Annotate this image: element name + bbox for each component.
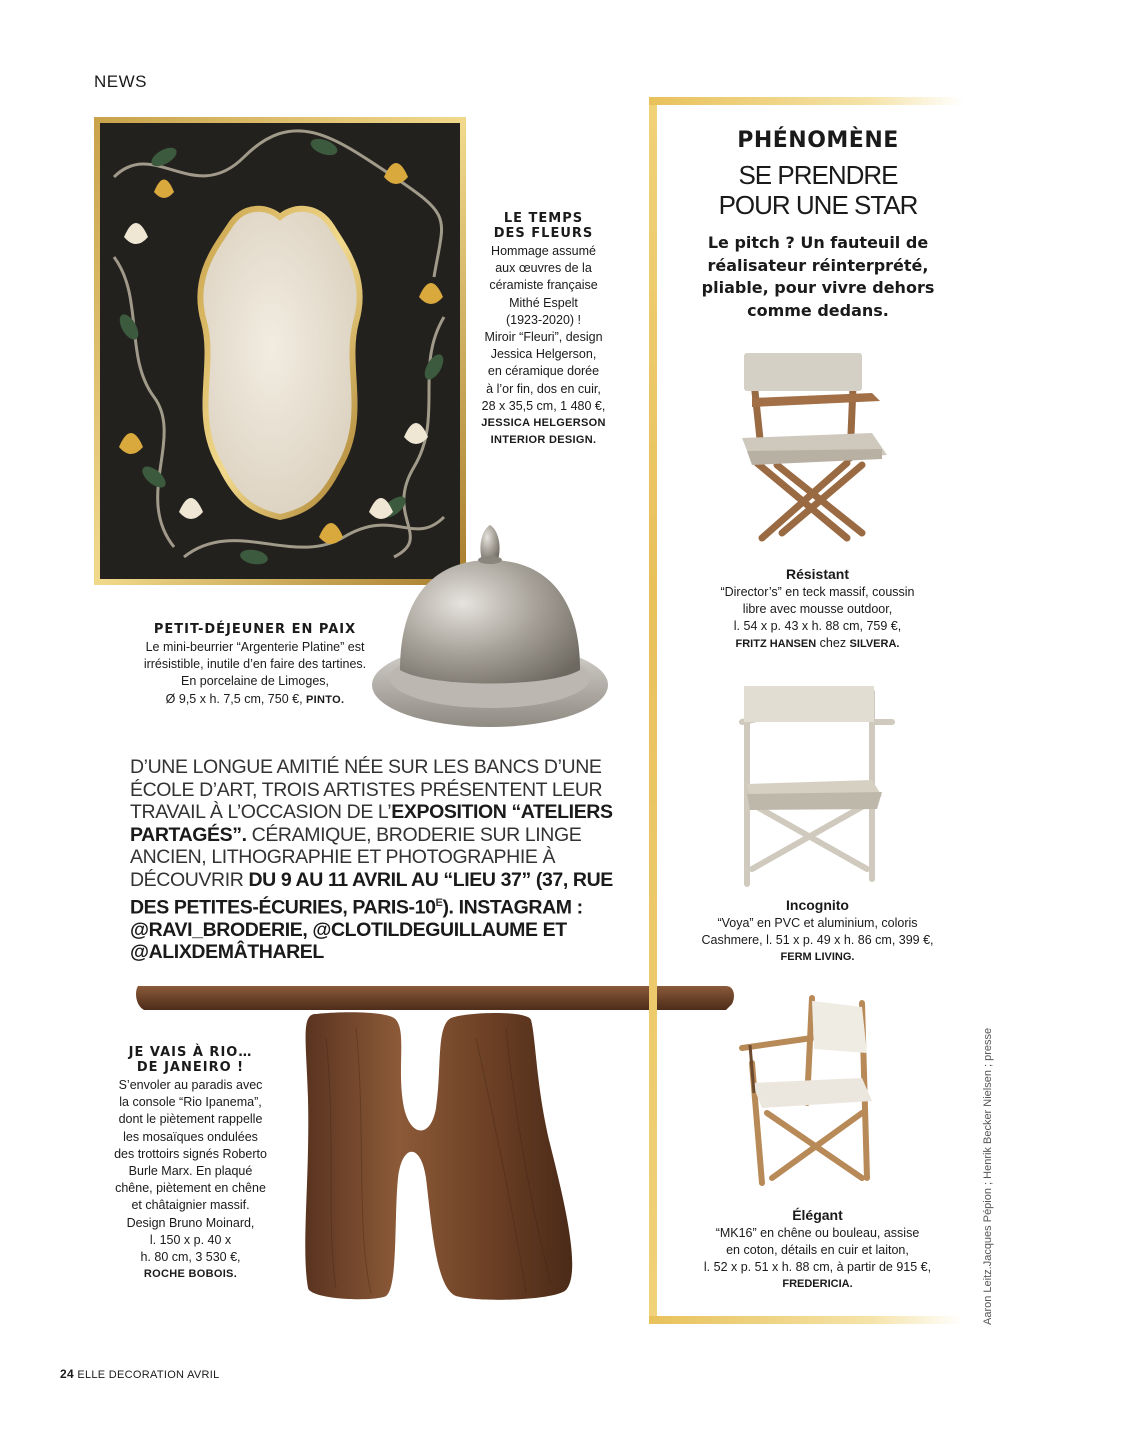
exhibition-article: D’UNE LONGUE AMITIÉ NÉE SUR LES BANCS D’UNE ÉCOLE D’ART, TROIS ARTISTES PRÉSENTENT LEUR TRAVAIL À L’OCCASION DE L’EXPOSITION “ATELIERS PARTAGÉS”. CÉRAMIQUE, BRODERIE SUR LINGE ANCIEN, LITHOGRAPHIE ET PHOTOGRAPHIE À DÉCOUVRIR DU 9 AU 11 AVRIL AU “LIEU 37” (37, RUE DES PETITES-ÉCURIES, PARIS-$10^E$). INSTAGRAM : @RAVI_BRODERIE, @CLOTILDEGUILLAUME ET @ALIXDEMÂTHAREL (130, 756, 613, 964)
magazine-name: ELLE DECORATION (77, 1369, 185, 1381)
phenomene-border-top (649, 97, 964, 105)
butter-dish-image (370, 520, 620, 735)
page-folio (60, 1367, 220, 1381)
voya-chair-image (722, 684, 902, 889)
photo-credit: Aaron Leitz.Jacques Pépion ; Henrik Becker Nielsen ; presse (982, 1027, 994, 1325)
butter-caption-title: PETIT-DÉJEUNER EN PAIX (153, 622, 357, 637)
chair-caption-incognito: Incognito “Voya” en PVC et aluminium, coloris Cashmere, l. 51 x p. 49 x h. 86 cm, 399 €, FERM LIVING. (690, 897, 945, 966)
phenomene-lead: Le pitch ? Un fauteuil de réalisateur réinterprété, pliable, pour vivre dehors comme dedans. (701, 233, 935, 320)
mk16-chair-image (722, 993, 902, 1193)
section-label: NEWS (94, 72, 147, 91)
mirror-caption-title: LE TEMPS DES FLEURS (493, 211, 594, 241)
phenomene-kicker: PHÉNOMÈNE (737, 128, 899, 153)
chair-title-incognito: Incognito (786, 897, 849, 913)
mirror-image (94, 117, 466, 585)
chair-caption-resistant: Résistant “Director’s” en teck massif, coussin libre avec mousse outdoor, l. 54 x p. 43 x h. 88 cm, 759 €, FRITZ HANSEN chez SILVERA. (690, 566, 945, 653)
chair-caption-elegant: Élégant “MK16” en chêne ou bouleau, assise en coton, détails en cuir et laiton, l. 52 x p. 51 x h. 88 cm, à partir de 915 €, FREDERICIA. (690, 1207, 945, 1293)
chair-title-resistant: Résistant (785, 566, 850, 582)
butter-brand: PINTO. (306, 693, 345, 706)
table-caption: JE VAIS À RIO… DE JANEIRO ! S’envoler au paradis avec la console “Rio Ipanema”, dont le piètement rappelle les mosaïques ondulées des trottoirs signés Roberto Burle Marx. En plaqué chêne, piètement en chêne et châtaignier massif. Design Bruno Moinard, l. 150 x p. 40 x h. 80 cm, 3 530 €, ROCHE BOBOIS. (108, 1045, 273, 1283)
directors-chair-image (722, 343, 902, 545)
phenomene-border-left (649, 97, 657, 1324)
mirror-brand: JESSICA HELGERSON INTERIOR DESIGN. (481, 417, 606, 447)
issue-month: AVRIL (187, 1369, 220, 1381)
chair-title-elegant: Élégant (792, 1207, 843, 1223)
table-brand: ROCHE BOBOIS. (143, 1268, 238, 1281)
phenomene-border-bottom (649, 1316, 964, 1324)
mirror-caption: LE TEMPS DES FLEURS Hommage assumé aux œuvres de la céramiste française Mithé Espelt (1923-2020) ! Miroir “Fleuri”, design Jessica Helgerson, en céramique dorée à l’or fin, dos en cuir, 28 x 35,5 cm, 1 480 €, JESSICA HELGERSON INTERIOR DESIGN. (476, 211, 611, 449)
page-number: 24 (60, 1367, 74, 1381)
table-caption-title: JE VAIS À RIO… DE JANEIRO ! (128, 1045, 253, 1075)
butter-caption: PETIT-DÉJEUNER EN PAIX Le mini-beurrier “Argenterie Platine” est irrésistible, inutile d’en faire des tartines. En porcelaine de Limoges, Ø 9,5 x h. 7,5 cm, 750 €, PINTO. (130, 622, 380, 709)
phenomene-title: SE PRENDRE POUR UNE STAR (718, 160, 918, 220)
